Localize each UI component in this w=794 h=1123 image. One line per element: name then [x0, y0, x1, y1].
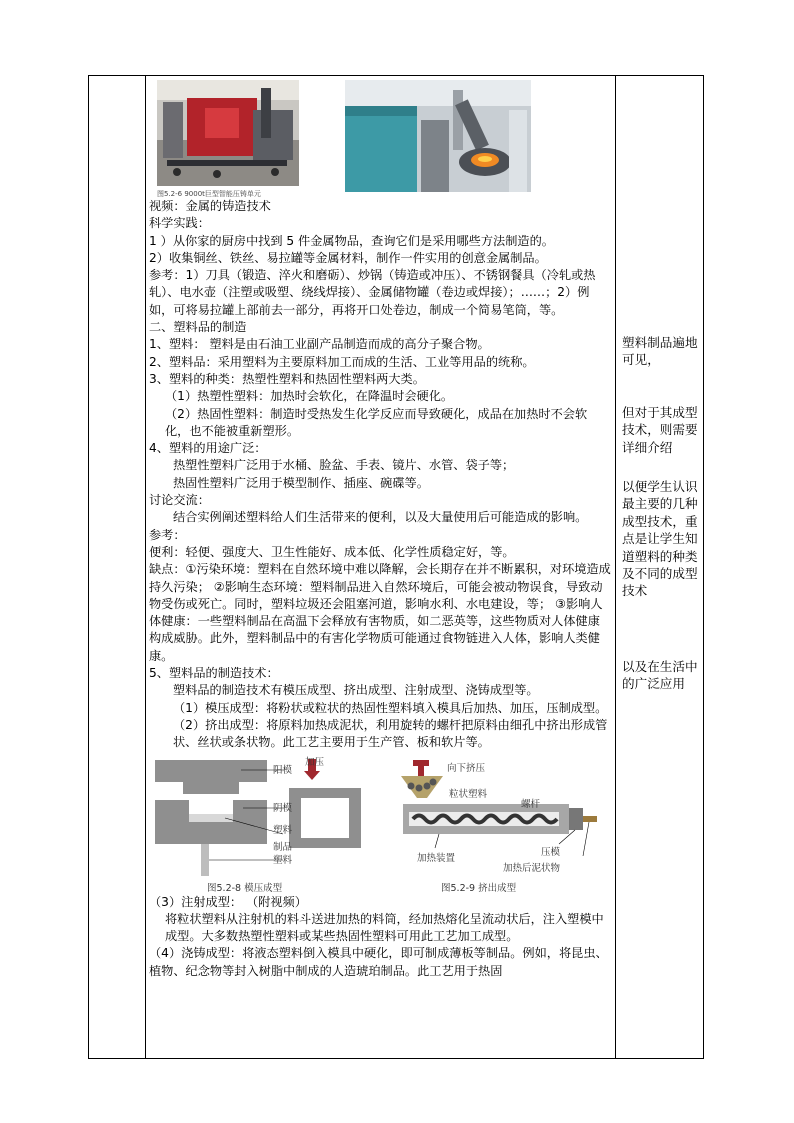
text-line: 2）收集铜丝、铁丝、易拉罐等金属材料，制作一件实用的创意金属制品。 [149, 250, 547, 265]
text-line: （2）热固性塑料：制造时受热发生化学反应而导致硬化，成品在加热时不会软化，也不能被重新塑形。 [165, 406, 588, 438]
side-note: 以便学生认识最主要的几种成型技术，重点是让学生知道塑料的种类及不同的成型技术 [622, 479, 698, 599]
die-casting-machine-photo [157, 80, 299, 186]
side-note: 以及在生活中的广泛应用 [622, 659, 698, 692]
text-line: 参考：1）刀具（锻造、淬火和磨砺）、炒锅（铸造或冲压）、不锈钢餐具（冷轧或热轧）、电水壶（注塑或吸塑、绕线焊接）、金属储物罐（卷边或焊接）；……；2）例如，可将易拉罐上部前去一部分，再将开口处卷边，制成一个简易笔筒，等。 [149, 268, 596, 317]
fig9-label: 粒状塑料 [449, 788, 488, 800]
fig9-label: 螺杆 [521, 798, 541, 810]
fig9-label: 加压 [305, 756, 325, 768]
compression-molding-diagram [153, 756, 363, 880]
text-line: 2、塑料品：采用塑料为主要原料加工而成的生活、工业等用品的统称。 [149, 354, 535, 369]
fig9-label: 压模 [541, 846, 561, 858]
text-line: （1）模压成型：将粉状或粒状的热固性塑料填入模具后加热、加压，压制成型。 [173, 700, 608, 715]
fig9-caption: 图5.2-9 挤出成型 [441, 882, 517, 894]
text-line: 塑料品的制造技术有模压成型、挤出成型、注射成型、浇铸成型等。 [173, 683, 539, 698]
text-line: 将粒状塑料从注射机的料斗送进加热的料筒，经加热熔化呈流动状后，注入塑模中成型。大多数热塑性塑料或某些热固性塑料可用此工艺加工成型。 [165, 911, 604, 944]
section-heading: 二、塑料品的制造 [149, 320, 247, 335]
fig9-label: 加热装置 [417, 852, 456, 864]
text-line: 缺点：①污染环境：塑料在自然环境中难以降解，会长期存在并不断累积，对环境造成持久污染； ②影响生态环境：塑料制品进入自然环境后，可能会被动物误食，导致动物受伤或死亡。同时，塑料垃圾还会阻塞河道，影响水利、水电建设，等； ③影响人体健康：一些塑料制品在高温下会释放有害物质，如二恶英等，这些物质对人体健康构成威胁。此外，塑料制品中的有害化学物质可能通过食物链进入人体，影响人类健康。 [149, 562, 611, 663]
text-line: 3、塑料的种类：热塑性塑料和热固性塑料两大类。 [149, 371, 425, 386]
figure-row [149, 756, 611, 894]
text-line: （2）挤出成型：将原料加热成泥状，利用旋转的螺杆把原料由细孔中挤出形成管状、丝状或条状物。此工艺主要用于生产管、板和软片等。 [173, 717, 608, 750]
text-line: 5、塑料品的制造技术： [149, 666, 279, 681]
text-line: 视频：金属的铸造技术 [149, 199, 271, 213]
text-line: 科学实践： [149, 216, 210, 231]
text-line: （3）注射成型： （附视频） [149, 894, 307, 909]
fig9-label: 向下挤压 [447, 762, 486, 774]
fig8-caption: 图5.2-8 模压成型 [207, 882, 283, 894]
text-line: （1）热塑性塑料：加热时会软化，在降温时会硬化。 [165, 389, 454, 404]
side-note: 但对于其成型技术，则需要详细介绍 [622, 405, 698, 455]
photo-row [149, 80, 611, 198]
fig9-label: 加热后泥状物 [503, 862, 561, 874]
fig8-label: 阴模 [273, 802, 293, 814]
main-content [149, 80, 611, 980]
fig8-label: 塑料制品 [273, 824, 293, 853]
text-line: 1 ）从你家的厨房中找到 5 件金属物品，查询它们是采用哪些方法制造的。 [149, 233, 554, 248]
text-line: 热固性塑料广泛用于模型制作、插座、碗碟等。 [173, 475, 429, 490]
text-line: 热塑性塑料广泛用于水桶、脸盆、手表、镜片、水管、袋子等； [173, 458, 515, 473]
side-note: 塑料制品遍地可见， [622, 335, 698, 368]
column-divider [145, 76, 146, 1058]
text-line: 便利：轻便、强度大、卫生性能好、成本低、化学性质稳定好，等。 [149, 544, 515, 559]
text-line: （4）浇铸成型：将液态塑料倒入模具中硬化，即可制成薄板等制品。例如，将昆虫、植物、纪念物等封入树脂中制成的人造琥珀制品。此工艺用于热固 [149, 946, 608, 978]
robot-casting-photo [345, 80, 531, 192]
fig8-label: 阳模 [273, 764, 293, 776]
text-line: 结合实例阐述塑料给人们生活带来的便利，以及大量使用后可能造成的影响。 [173, 510, 588, 525]
photo1-caption: 图5.2-6 9000t巨型智能压铸单元 [157, 190, 261, 198]
text-line: 1、塑料： 塑料是由石油工业副产品制造而成的高分子聚合物。 [149, 337, 490, 352]
lesson-table [88, 75, 704, 1059]
text-line: 4、塑料的用途广泛： [149, 441, 267, 456]
text-line: 讨论交流： [149, 493, 210, 508]
column-divider [615, 76, 616, 1058]
text-line: 参考： [149, 527, 186, 542]
fig8-label: 塑料 [273, 854, 293, 866]
